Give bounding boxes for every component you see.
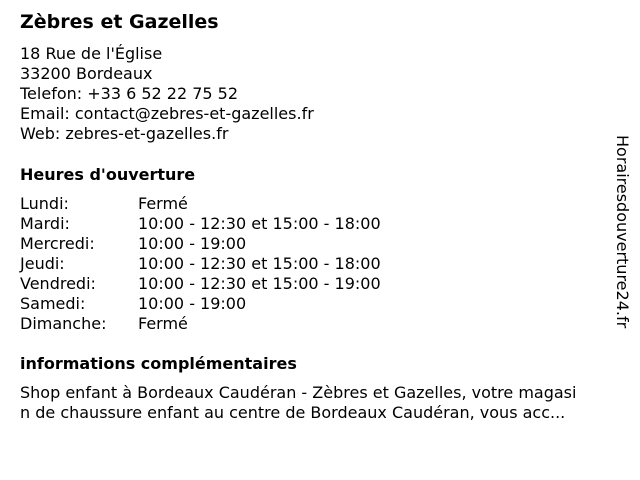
day-hours: 10:00 - 12:30 et 15:00 - 18:00: [138, 254, 381, 273]
hours-row: [20, 294, 381, 314]
day-label: Lundi:: [20, 194, 69, 213]
hours-row: [20, 254, 381, 274]
email: Email: contact@zebres-et-gazelles.fr: [20, 104, 314, 123]
day-label: Mercredi:: [20, 234, 95, 253]
day-hours: 10:00 - 12:30 et 15:00 - 18:00: [138, 214, 381, 233]
day-label: Dimanche:: [20, 314, 107, 333]
site-watermark: Horairesdouverture24.fr: [613, 135, 632, 329]
info-text: [20, 383, 620, 423]
address-street: 18 Rue de l'Église: [20, 44, 163, 63]
day-label: Vendredi:: [20, 274, 96, 293]
hours-table: [20, 194, 381, 334]
hours-row: [20, 194, 381, 214]
hours-row: [20, 214, 381, 234]
day-hours: 10:00 - 19:00: [138, 294, 247, 313]
day-label: Mardi:: [20, 214, 70, 233]
info-line: Shop enfant à Bordeaux Caudéran - Zèbres et Gazelles, votre magasi: [20, 383, 577, 402]
hours-row: [20, 274, 381, 294]
hours-heading: Heures d'ouverture: [20, 165, 196, 184]
day-hours: Fermé: [138, 314, 188, 333]
day-label: Jeudi:: [20, 254, 65, 273]
day-hours: 10:00 - 12:30 et 15:00 - 19:00: [138, 274, 381, 293]
info-heading: informations complémentaires: [20, 354, 297, 373]
phone: Telefon: +33 6 52 22 75 52: [20, 84, 239, 103]
shop-name: Zèbres et Gazelles: [20, 11, 219, 33]
day-hours: Fermé: [138, 194, 188, 213]
website: Web: zebres-et-gazelles.fr: [20, 124, 229, 143]
day-label: Samedi:: [20, 294, 86, 313]
hours-row: [20, 234, 381, 254]
address-city: 33200 Bordeaux: [20, 64, 153, 83]
hours-row: [20, 314, 381, 334]
contact-block: [20, 44, 314, 144]
day-hours: 10:00 - 19:00: [138, 234, 247, 253]
info-line: n de chaussure enfant au centre de Bordeaux Caudéran, vous acc...: [20, 403, 566, 422]
